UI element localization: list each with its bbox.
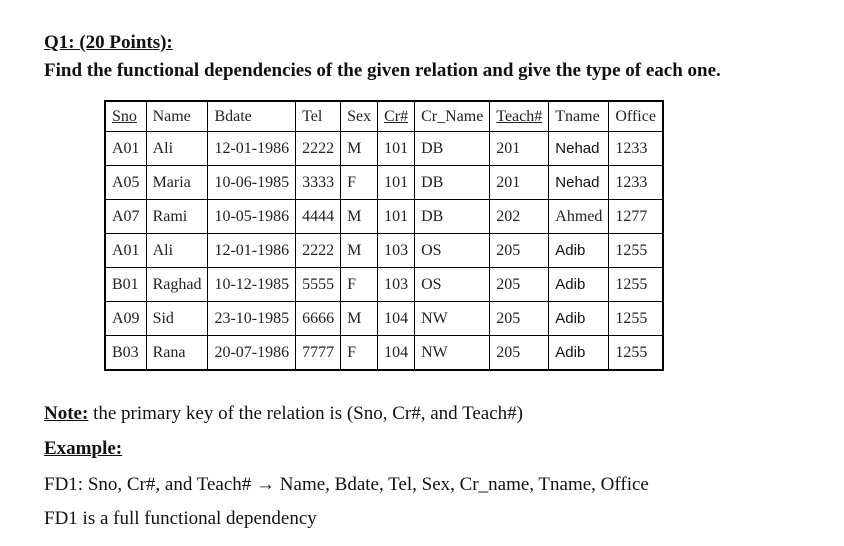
table-header-row <box>105 101 663 132</box>
cell-sno: A01 <box>105 132 146 166</box>
cell-name: Rami <box>146 200 208 234</box>
note-text: the primary key of the relation is (Sno, Cr#, and Teach#) <box>88 403 523 424</box>
cell-office: 1277 <box>609 200 663 234</box>
table-row <box>105 132 663 166</box>
table-row <box>105 302 663 336</box>
cell-cr: 104 <box>378 336 415 371</box>
cell-office: 1255 <box>609 302 663 336</box>
cell-bdate: 20-07-1986 <box>208 336 296 371</box>
cell-cr-name: OS <box>415 234 490 268</box>
col-header-sex: Sex <box>341 101 378 132</box>
cell-tname: Adib <box>549 268 609 302</box>
cell-teach: 201 <box>490 166 549 200</box>
cell-name: Raghad <box>146 268 208 302</box>
cell-tel: 4444 <box>296 200 341 234</box>
cell-tel: 5555 <box>296 268 341 302</box>
cell-bdate: 10-12-1985 <box>208 268 296 302</box>
cell-tel: 2222 <box>296 132 341 166</box>
cell-office: 1255 <box>609 234 663 268</box>
cell-cr-name: OS <box>415 268 490 302</box>
cell-cr-name: NW <box>415 336 490 371</box>
col-header-cr-name: Cr_Name <box>415 101 490 132</box>
cell-bdate: 10-06-1985 <box>208 166 296 200</box>
table-row <box>105 268 663 302</box>
cell-cr-name: DB <box>415 200 490 234</box>
table-row <box>105 166 663 200</box>
cell-sno: A07 <box>105 200 146 234</box>
col-header-tname: Tname <box>549 101 609 132</box>
cell-cr-name: DB <box>415 166 490 200</box>
cell-name: Sid <box>146 302 208 336</box>
cell-bdate: 10-05-1986 <box>208 200 296 234</box>
cell-office: 1233 <box>609 132 663 166</box>
cell-tname: Adib <box>549 302 609 336</box>
cell-bdate: 12-01-1986 <box>208 234 296 268</box>
cell-teach: 205 <box>490 234 549 268</box>
question-title: Q1: (20 Points): <box>44 32 173 53</box>
cell-sno: A09 <box>105 302 146 336</box>
cell-teach: 201 <box>490 132 549 166</box>
cell-cr-name: NW <box>415 302 490 336</box>
cell-sex: M <box>341 132 378 166</box>
col-header-bdate: Bdate <box>208 101 296 132</box>
cell-sno: A05 <box>105 166 146 200</box>
col-header-teach: Teach# <box>490 101 549 132</box>
cell-sex: M <box>341 302 378 336</box>
col-header-sno: Sno <box>105 101 146 132</box>
cell-tel: 3333 <box>296 166 341 200</box>
cell-sex: M <box>341 200 378 234</box>
cell-tname: Nehad <box>549 166 609 200</box>
cell-sex: F <box>341 268 378 302</box>
cell-tname: Nehad <box>549 132 609 166</box>
cell-tname: Adib <box>549 234 609 268</box>
cell-teach: 202 <box>490 200 549 234</box>
note-label: Note: <box>44 403 89 424</box>
cell-office: 1255 <box>609 336 663 371</box>
cell-bdate: 23-10-1985 <box>208 302 296 336</box>
cell-cr: 104 <box>378 302 415 336</box>
cell-cr: 103 <box>378 268 415 302</box>
col-header-cr: Cr# <box>378 101 415 132</box>
cell-bdate: 12-01-1986 <box>208 132 296 166</box>
cell-tel: 6666 <box>296 302 341 336</box>
col-header-tel: Tel <box>296 101 341 132</box>
table-row <box>105 234 663 268</box>
cell-sno: B01 <box>105 268 146 302</box>
cell-tname: Ahmed <box>549 200 609 234</box>
cell-teach: 205 <box>490 268 549 302</box>
col-header-office: Office <box>609 101 663 132</box>
cell-tel: 7777 <box>296 336 341 371</box>
table-row <box>105 336 663 371</box>
cell-cr: 101 <box>378 200 415 234</box>
col-header-name: Name <box>146 101 208 132</box>
cell-office: 1233 <box>609 166 663 200</box>
cell-sex: F <box>341 166 378 200</box>
fd1-description: FD1 is a full functional dependency <box>44 508 317 529</box>
question-text: Find the functional dependencies of the given relation and give the type of each one. <box>44 60 721 81</box>
table-row <box>105 200 663 234</box>
fd1-statement: FD1: Sno, Cr#, and Teach# → Name, Bdate, Tel, Sex, Cr_name, Tname, Office <box>44 474 649 495</box>
cell-sex: F <box>341 336 378 371</box>
cell-teach: 205 <box>490 336 549 371</box>
cell-tname: Adib <box>549 336 609 371</box>
cell-name: Ali <box>146 234 208 268</box>
cell-cr: 103 <box>378 234 415 268</box>
cell-cr: 101 <box>378 166 415 200</box>
relation-table <box>104 100 664 371</box>
cell-tel: 2222 <box>296 234 341 268</box>
cell-sno: B03 <box>105 336 146 371</box>
cell-name: Maria <box>146 166 208 200</box>
primary-key-note <box>44 403 523 425</box>
cell-name: Ali <box>146 132 208 166</box>
cell-cr: 101 <box>378 132 415 166</box>
cell-sno: A01 <box>105 234 146 268</box>
example-heading: Example: <box>44 438 123 459</box>
cell-office: 1255 <box>609 268 663 302</box>
cell-name: Rana <box>146 336 208 371</box>
cell-teach: 205 <box>490 302 549 336</box>
cell-sex: M <box>341 234 378 268</box>
cell-cr-name: DB <box>415 132 490 166</box>
